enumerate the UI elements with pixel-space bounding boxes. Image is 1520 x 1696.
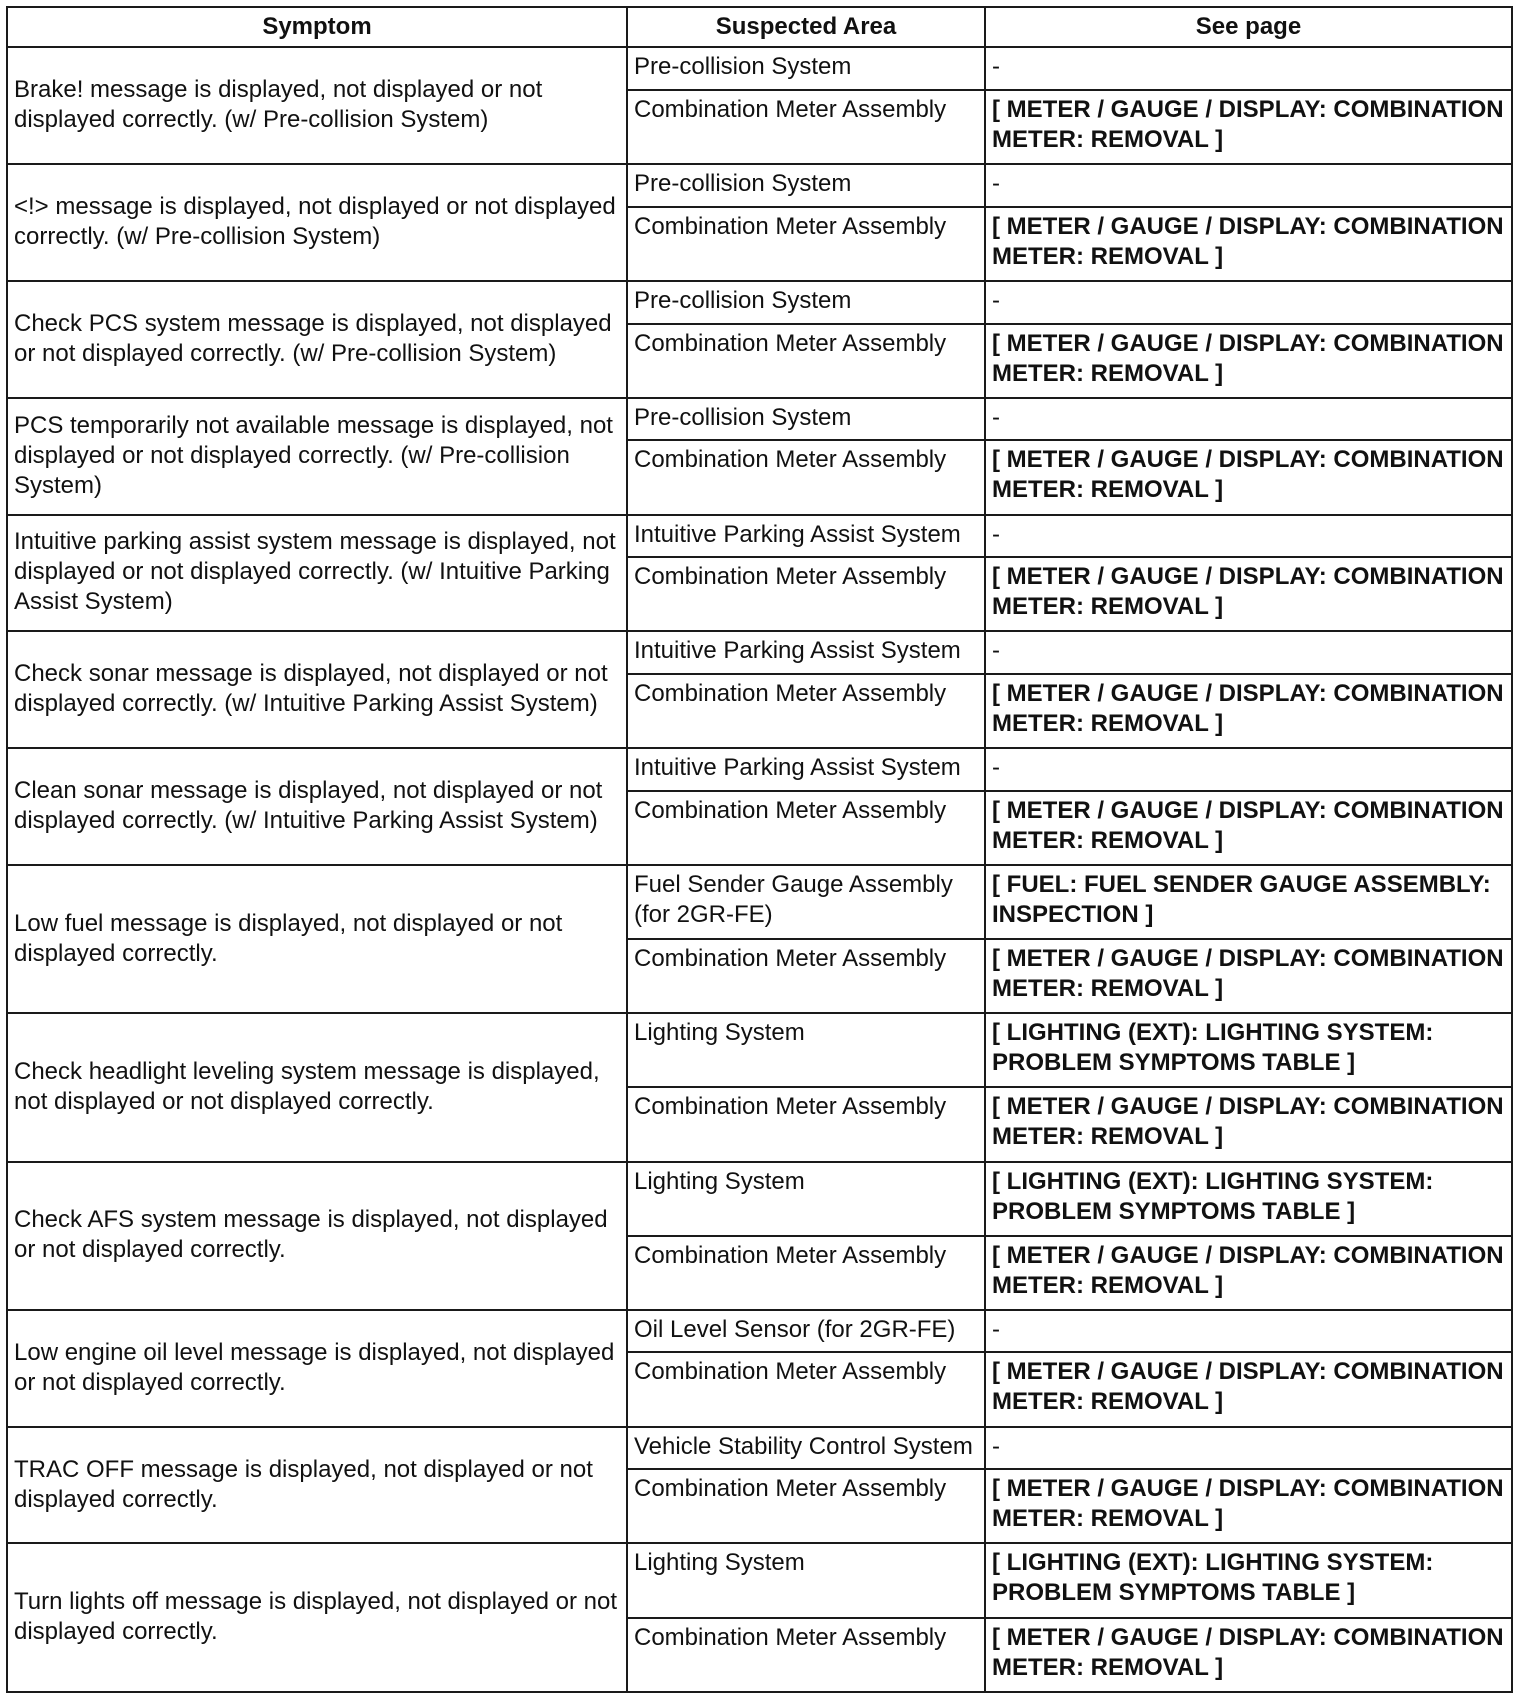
symptom-cell: Check PCS system message is displayed, not displayed or not displayed correctly. (w/ Pre-collision System) bbox=[7, 281, 627, 398]
suspected-area-cell: Combination Meter Assembly bbox=[627, 1087, 985, 1161]
see-page-cell: [ METER / GAUGE / DISPLAY: COMBINATION METER: REMOVAL ] bbox=[985, 1236, 1512, 1310]
see-page-cell: [ METER / GAUGE / DISPLAY: COMBINATION METER: REMOVAL ] bbox=[985, 1469, 1512, 1543]
suspected-area-cell: Combination Meter Assembly bbox=[627, 791, 985, 865]
symptom-cell: Low engine oil level message is displayed, not displayed or not displayed correctly. bbox=[7, 1310, 627, 1427]
suspected-area-cell: Combination Meter Assembly bbox=[627, 207, 985, 281]
symptom-cell: Check sonar message is displayed, not displayed or not displayed correctly. (w/ Intuitive Parking Assist System) bbox=[7, 631, 627, 748]
suspected-area-cell: Lighting System bbox=[627, 1013, 985, 1087]
suspected-area-cell: Lighting System bbox=[627, 1162, 985, 1236]
suspected-area-cell: Pre-collision System bbox=[627, 398, 985, 441]
see-page-cell: [ METER / GAUGE / DISPLAY: COMBINATION METER: REMOVAL ] bbox=[985, 207, 1512, 281]
see-page-cell: [ METER / GAUGE / DISPLAY: COMBINATION METER: REMOVAL ] bbox=[985, 674, 1512, 748]
see-page-cell: - bbox=[985, 47, 1512, 90]
see-page-cell: - bbox=[985, 1427, 1512, 1470]
symptom-cell: Low fuel message is displayed, not displayed or not displayed correctly. bbox=[7, 865, 627, 1013]
see-page-cell: [ METER / GAUGE / DISPLAY: COMBINATION METER: REMOVAL ] bbox=[985, 1087, 1512, 1161]
symptom-cell: Check AFS system message is displayed, not displayed or not displayed correctly. bbox=[7, 1162, 627, 1310]
see-page-cell: [ METER / GAUGE / DISPLAY: COMBINATION METER: REMOVAL ] bbox=[985, 791, 1512, 865]
problem-symptoms-table bbox=[6, 6, 1513, 1693]
symptom-cell: Turn lights off message is displayed, not displayed or not displayed correctly. bbox=[7, 1543, 627, 1692]
see-page-cell: [ METER / GAUGE / DISPLAY: COMBINATION METER: REMOVAL ] bbox=[985, 1352, 1512, 1426]
suspected-area-cell: Vehicle Stability Control System bbox=[627, 1427, 985, 1470]
symptom-cell: Intuitive parking assist system message is displayed, not displayed or not displayed correctly. (w/ Intuitive Parking Assist System) bbox=[7, 515, 627, 632]
suspected-area-cell: Fuel Sender Gauge Assembly (for 2GR-FE) bbox=[627, 865, 985, 939]
see-page-cell: [ LIGHTING (EXT): LIGHTING SYSTEM: PROBLEM SYMPTOMS TABLE ] bbox=[985, 1013, 1512, 1087]
header-see-page: See page bbox=[985, 7, 1512, 47]
header-symptom: Symptom bbox=[7, 7, 627, 47]
table-row bbox=[7, 1543, 1512, 1617]
see-page-cell: [ METER / GAUGE / DISPLAY: COMBINATION METER: REMOVAL ] bbox=[985, 1618, 1512, 1692]
see-page-cell: [ METER / GAUGE / DISPLAY: COMBINATION METER: REMOVAL ] bbox=[985, 939, 1512, 1013]
table-row bbox=[7, 515, 1512, 558]
symptom-cell: TRAC OFF message is displayed, not displayed or not displayed correctly. bbox=[7, 1427, 627, 1544]
suspected-area-cell: Combination Meter Assembly bbox=[627, 440, 985, 514]
table-row bbox=[7, 398, 1512, 441]
see-page-cell: - bbox=[985, 631, 1512, 674]
table-body bbox=[7, 47, 1512, 1692]
suspected-area-cell: Combination Meter Assembly bbox=[627, 1469, 985, 1543]
table-row bbox=[7, 164, 1512, 207]
table-row bbox=[7, 865, 1512, 939]
table-row bbox=[7, 631, 1512, 674]
see-page-cell: [ METER / GAUGE / DISPLAY: COMBINATION METER: REMOVAL ] bbox=[985, 557, 1512, 631]
suspected-area-cell: Lighting System bbox=[627, 1543, 985, 1617]
header-suspected-area: Suspected Area bbox=[627, 7, 985, 47]
suspected-area-cell: Pre-collision System bbox=[627, 164, 985, 207]
see-page-cell: - bbox=[985, 515, 1512, 558]
suspected-area-cell: Combination Meter Assembly bbox=[627, 90, 985, 164]
table-row bbox=[7, 1162, 1512, 1236]
see-page-cell: - bbox=[985, 398, 1512, 441]
suspected-area-cell: Pre-collision System bbox=[627, 47, 985, 90]
see-page-cell: [ LIGHTING (EXT): LIGHTING SYSTEM: PROBLEM SYMPTOMS TABLE ] bbox=[985, 1543, 1512, 1617]
symptom-cell: PCS temporarily not available message is displayed, not displayed or not displayed correctly. (w/ Pre-collision System) bbox=[7, 398, 627, 515]
suspected-area-cell: Pre-collision System bbox=[627, 281, 985, 324]
see-page-cell: - bbox=[985, 164, 1512, 207]
suspected-area-cell: Intuitive Parking Assist System bbox=[627, 748, 985, 791]
see-page-cell: - bbox=[985, 748, 1512, 791]
symptom-cell: Brake! message is displayed, not displayed or not displayed correctly. (w/ Pre-collision System) bbox=[7, 47, 627, 164]
see-page-cell: - bbox=[985, 1310, 1512, 1353]
table-row bbox=[7, 1427, 1512, 1470]
see-page-cell: [ LIGHTING (EXT): LIGHTING SYSTEM: PROBLEM SYMPTOMS TABLE ] bbox=[985, 1162, 1512, 1236]
suspected-area-cell: Combination Meter Assembly bbox=[627, 1618, 985, 1692]
see-page-cell: [ METER / GAUGE / DISPLAY: COMBINATION METER: REMOVAL ] bbox=[985, 324, 1512, 398]
see-page-cell: [ FUEL: FUEL SENDER GAUGE ASSEMBLY: INSPECTION ] bbox=[985, 865, 1512, 939]
header-row bbox=[7, 7, 1512, 47]
table-row bbox=[7, 1013, 1512, 1087]
suspected-area-cell: Combination Meter Assembly bbox=[627, 557, 985, 631]
see-page-cell: [ METER / GAUGE / DISPLAY: COMBINATION METER: REMOVAL ] bbox=[985, 90, 1512, 164]
see-page-cell: - bbox=[985, 281, 1512, 324]
suspected-area-cell: Combination Meter Assembly bbox=[627, 1236, 985, 1310]
suspected-area-cell: Intuitive Parking Assist System bbox=[627, 515, 985, 558]
suspected-area-cell: Intuitive Parking Assist System bbox=[627, 631, 985, 674]
symptom-cell: Clean sonar message is displayed, not displayed or not displayed correctly. (w/ Intuitive Parking Assist System) bbox=[7, 748, 627, 865]
suspected-area-cell: Combination Meter Assembly bbox=[627, 939, 985, 1013]
suspected-area-cell: Oil Level Sensor (for 2GR-FE) bbox=[627, 1310, 985, 1353]
symptom-cell: <!> message is displayed, not displayed or not displayed correctly. (w/ Pre-collision System) bbox=[7, 164, 627, 281]
suspected-area-cell: Combination Meter Assembly bbox=[627, 1352, 985, 1426]
suspected-area-cell: Combination Meter Assembly bbox=[627, 674, 985, 748]
table-row bbox=[7, 748, 1512, 791]
table-row bbox=[7, 47, 1512, 90]
table-row bbox=[7, 281, 1512, 324]
table-row bbox=[7, 1310, 1512, 1353]
suspected-area-cell: Combination Meter Assembly bbox=[627, 324, 985, 398]
see-page-cell: [ METER / GAUGE / DISPLAY: COMBINATION METER: REMOVAL ] bbox=[985, 440, 1512, 514]
symptom-cell: Check headlight leveling system message is displayed, not displayed or not displayed correctly. bbox=[7, 1013, 627, 1161]
